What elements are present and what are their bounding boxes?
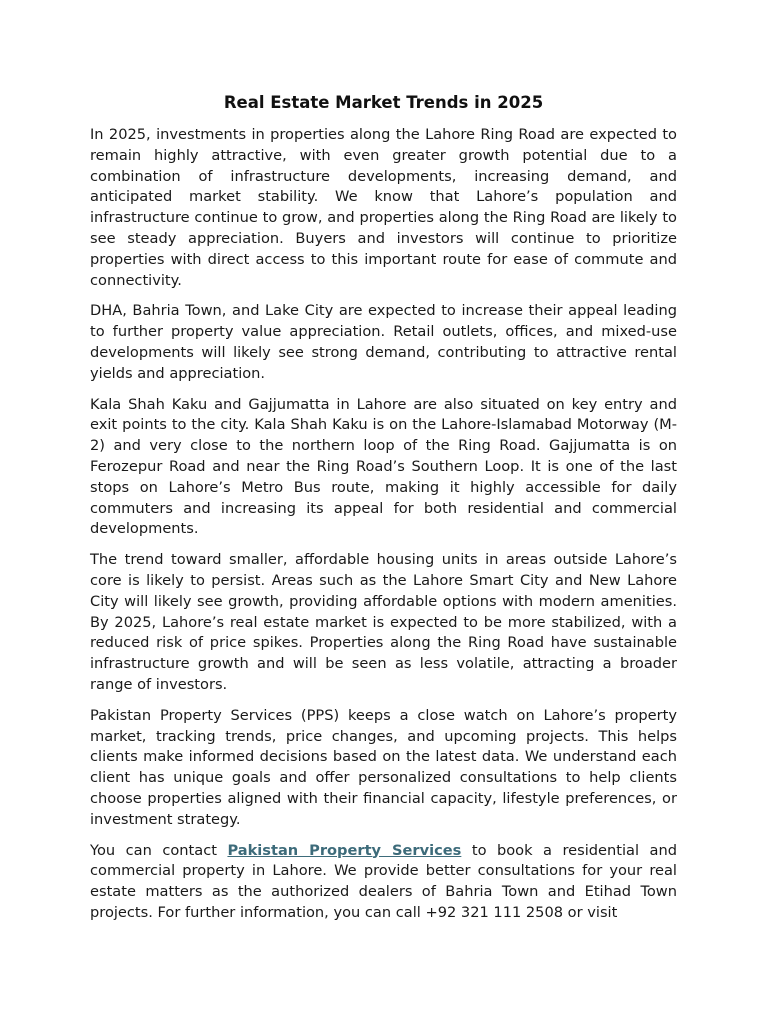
contact-text-before: You can contact — [90, 841, 228, 859]
paragraph-contact — [90, 841, 677, 924]
contact-text-after: to book a residential and commercial property in Lahore. We provide better consultations for your real estate matters as the authorized dealers of Bahria Town and Etihad Town projects. For further information, you can call +92 321 111 2508 or visit — [90, 841, 677, 921]
paragraph-pps-services: Pakistan Property Services (PPS) keeps a close watch on Lahore’s property market, tracking trends, price changes, and upcoming projects. This helps clients make informed decisions based on the latest data. We understand each client has unique goals and offer personalized consultations to help clients choose properties aligned with their financial capacity, lifestyle preferences, or investment strategy. — [90, 706, 677, 828]
paragraph-kala-shah-kaku: Kala Shah Kaku and Gajjumatta in Lahore are also situated on key entry and exit points to the city. Kala Shah Kaku is on the Lahore-Islamabad Motorway (M-2) and very close to the northern loop of the Ring Road. Gajjumatta is on Ferozepur Road and near the Ring Road’s Southern Loop. It is one of the last stops on Lahore’s Metro Bus route, making it highly accessible for daily commuters and increasing its appeal for both residential and commercial developments. — [90, 395, 677, 538]
document-page — [90, 90, 677, 934]
page-title: Real Estate Market Trends in 2025 — [223, 93, 544, 112]
paragraph-dha-bahria: DHA, Bahria Town, and Lake City are expected to increase their appeal leading to further property value appreciation. Retail outlets, offices, and mixed-use developments will likely see strong demand, contributing to attractive rental yields and appreciation. — [90, 302, 677, 382]
pakistan-property-services-link[interactable]: Pakistan Property Services — [227, 841, 462, 859]
paragraph-affordable-housing: The trend toward smaller, affordable housing units in areas outside Lahore’s core is likely to persist. Areas such as the Lahore Smart City and New Lahore City will likely see growth, providing affordable options with modern amenities. By 2025, Lahore’s real estate market is expected to be more stabilized, with a reduced risk of price spikes. Properties along the Ring Road have sustainable infrastructure growth and will be seen as less volatile, attracting a broader range of investors. — [90, 551, 677, 693]
paragraph-ring-road: In 2025, investments in properties along the Lahore Ring Road are expected to remain highly attractive, with even greater growth potential due to a combination of infrastructure developments, increasing demand, and anticipated market stability. We know that Lahore’s population and infrastructure continue to grow, and properties along the Ring Road are likely to see steady appreciation. Buyers and investors will continue to prioritize properties with direct access to this important route for ease of commute and connectivity. — [90, 126, 677, 289]
